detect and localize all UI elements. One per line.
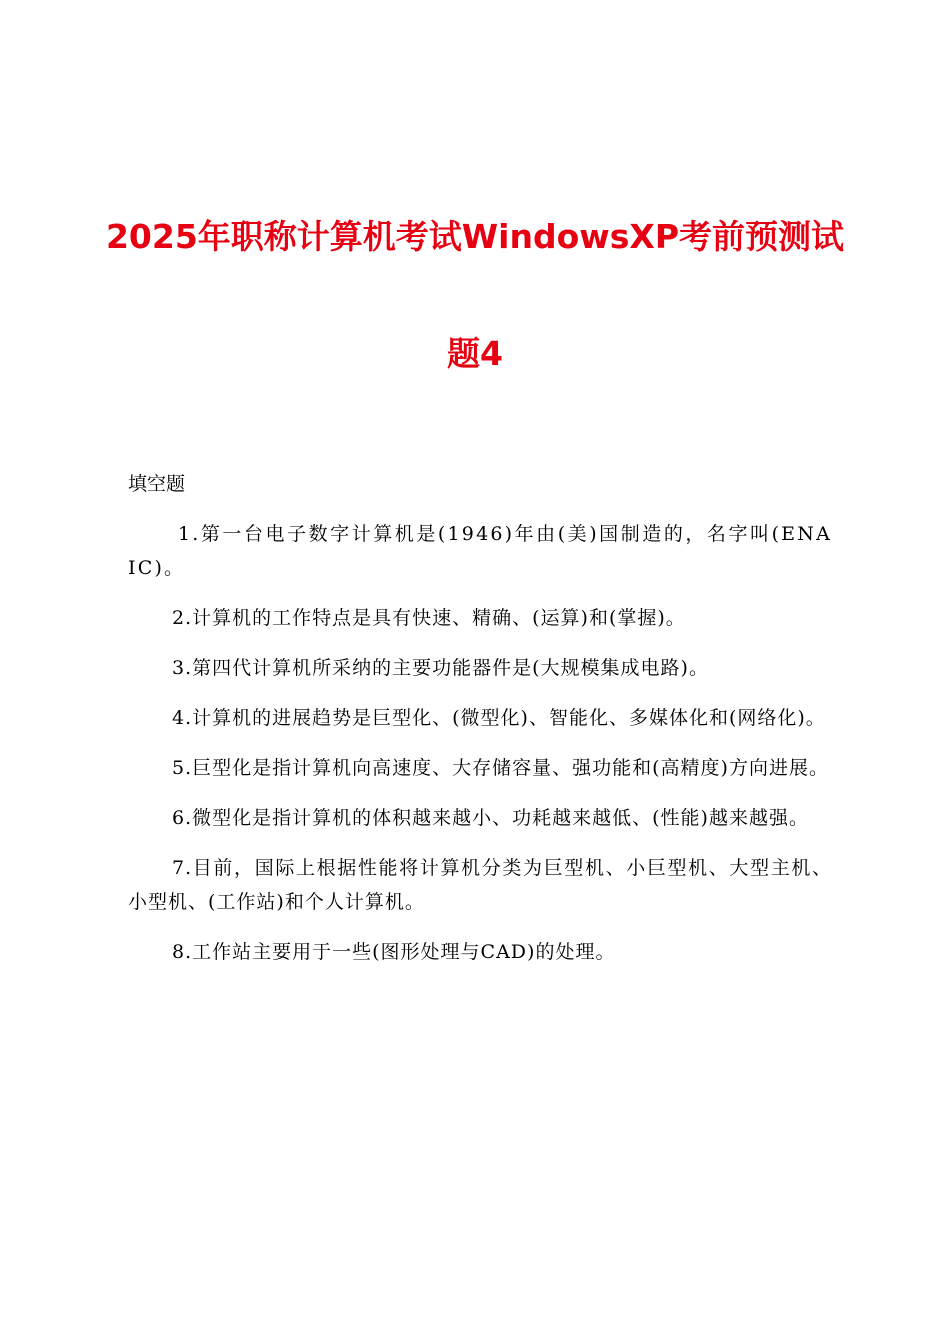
question-item-8: 8.工作站主要用于一些(图形处理与CAD)的处理。 (172, 941, 616, 963)
document-title-line-1: 2025年职称计算机考试WindowsXP考前预测试 (105, 217, 845, 256)
question-item-7: 7.目前，国际上根据性能将计算机分类为巨型机、小巨型机、大型主机、小型机、(工作站)和个人计算机。 (128, 857, 832, 913)
question-item-3: 3.第四代计算机所采纳的主要功能器件是(大规模集成电路)。 (172, 657, 709, 679)
question-item-1: 1.第一台电子数字计算机是(1946)年由(美)国制造的，名字叫(ENAIC)。 (128, 523, 832, 579)
question-item-5: 5.巨型化是指计算机向高速度、大存储容量、强功能和(高精度)方向进展。 (172, 757, 829, 779)
document-title-line-2: 题4 (447, 334, 503, 373)
question-item-6: 6.微型化是指计算机的体积越来越小、功耗越来越低、(性能)越来越强。 (172, 807, 809, 829)
question-item-4: 4.计算机的进展趋势是巨型化、(微型化)、智能化、多媒体化和(网络化)。 (172, 707, 826, 729)
question-item-2: 2.计算机的工作特点是具有快速、精确、(运算)和(掌握)。 (172, 607, 686, 629)
question-list (128, 517, 832, 985)
section-heading: 填空题 (128, 473, 186, 495)
